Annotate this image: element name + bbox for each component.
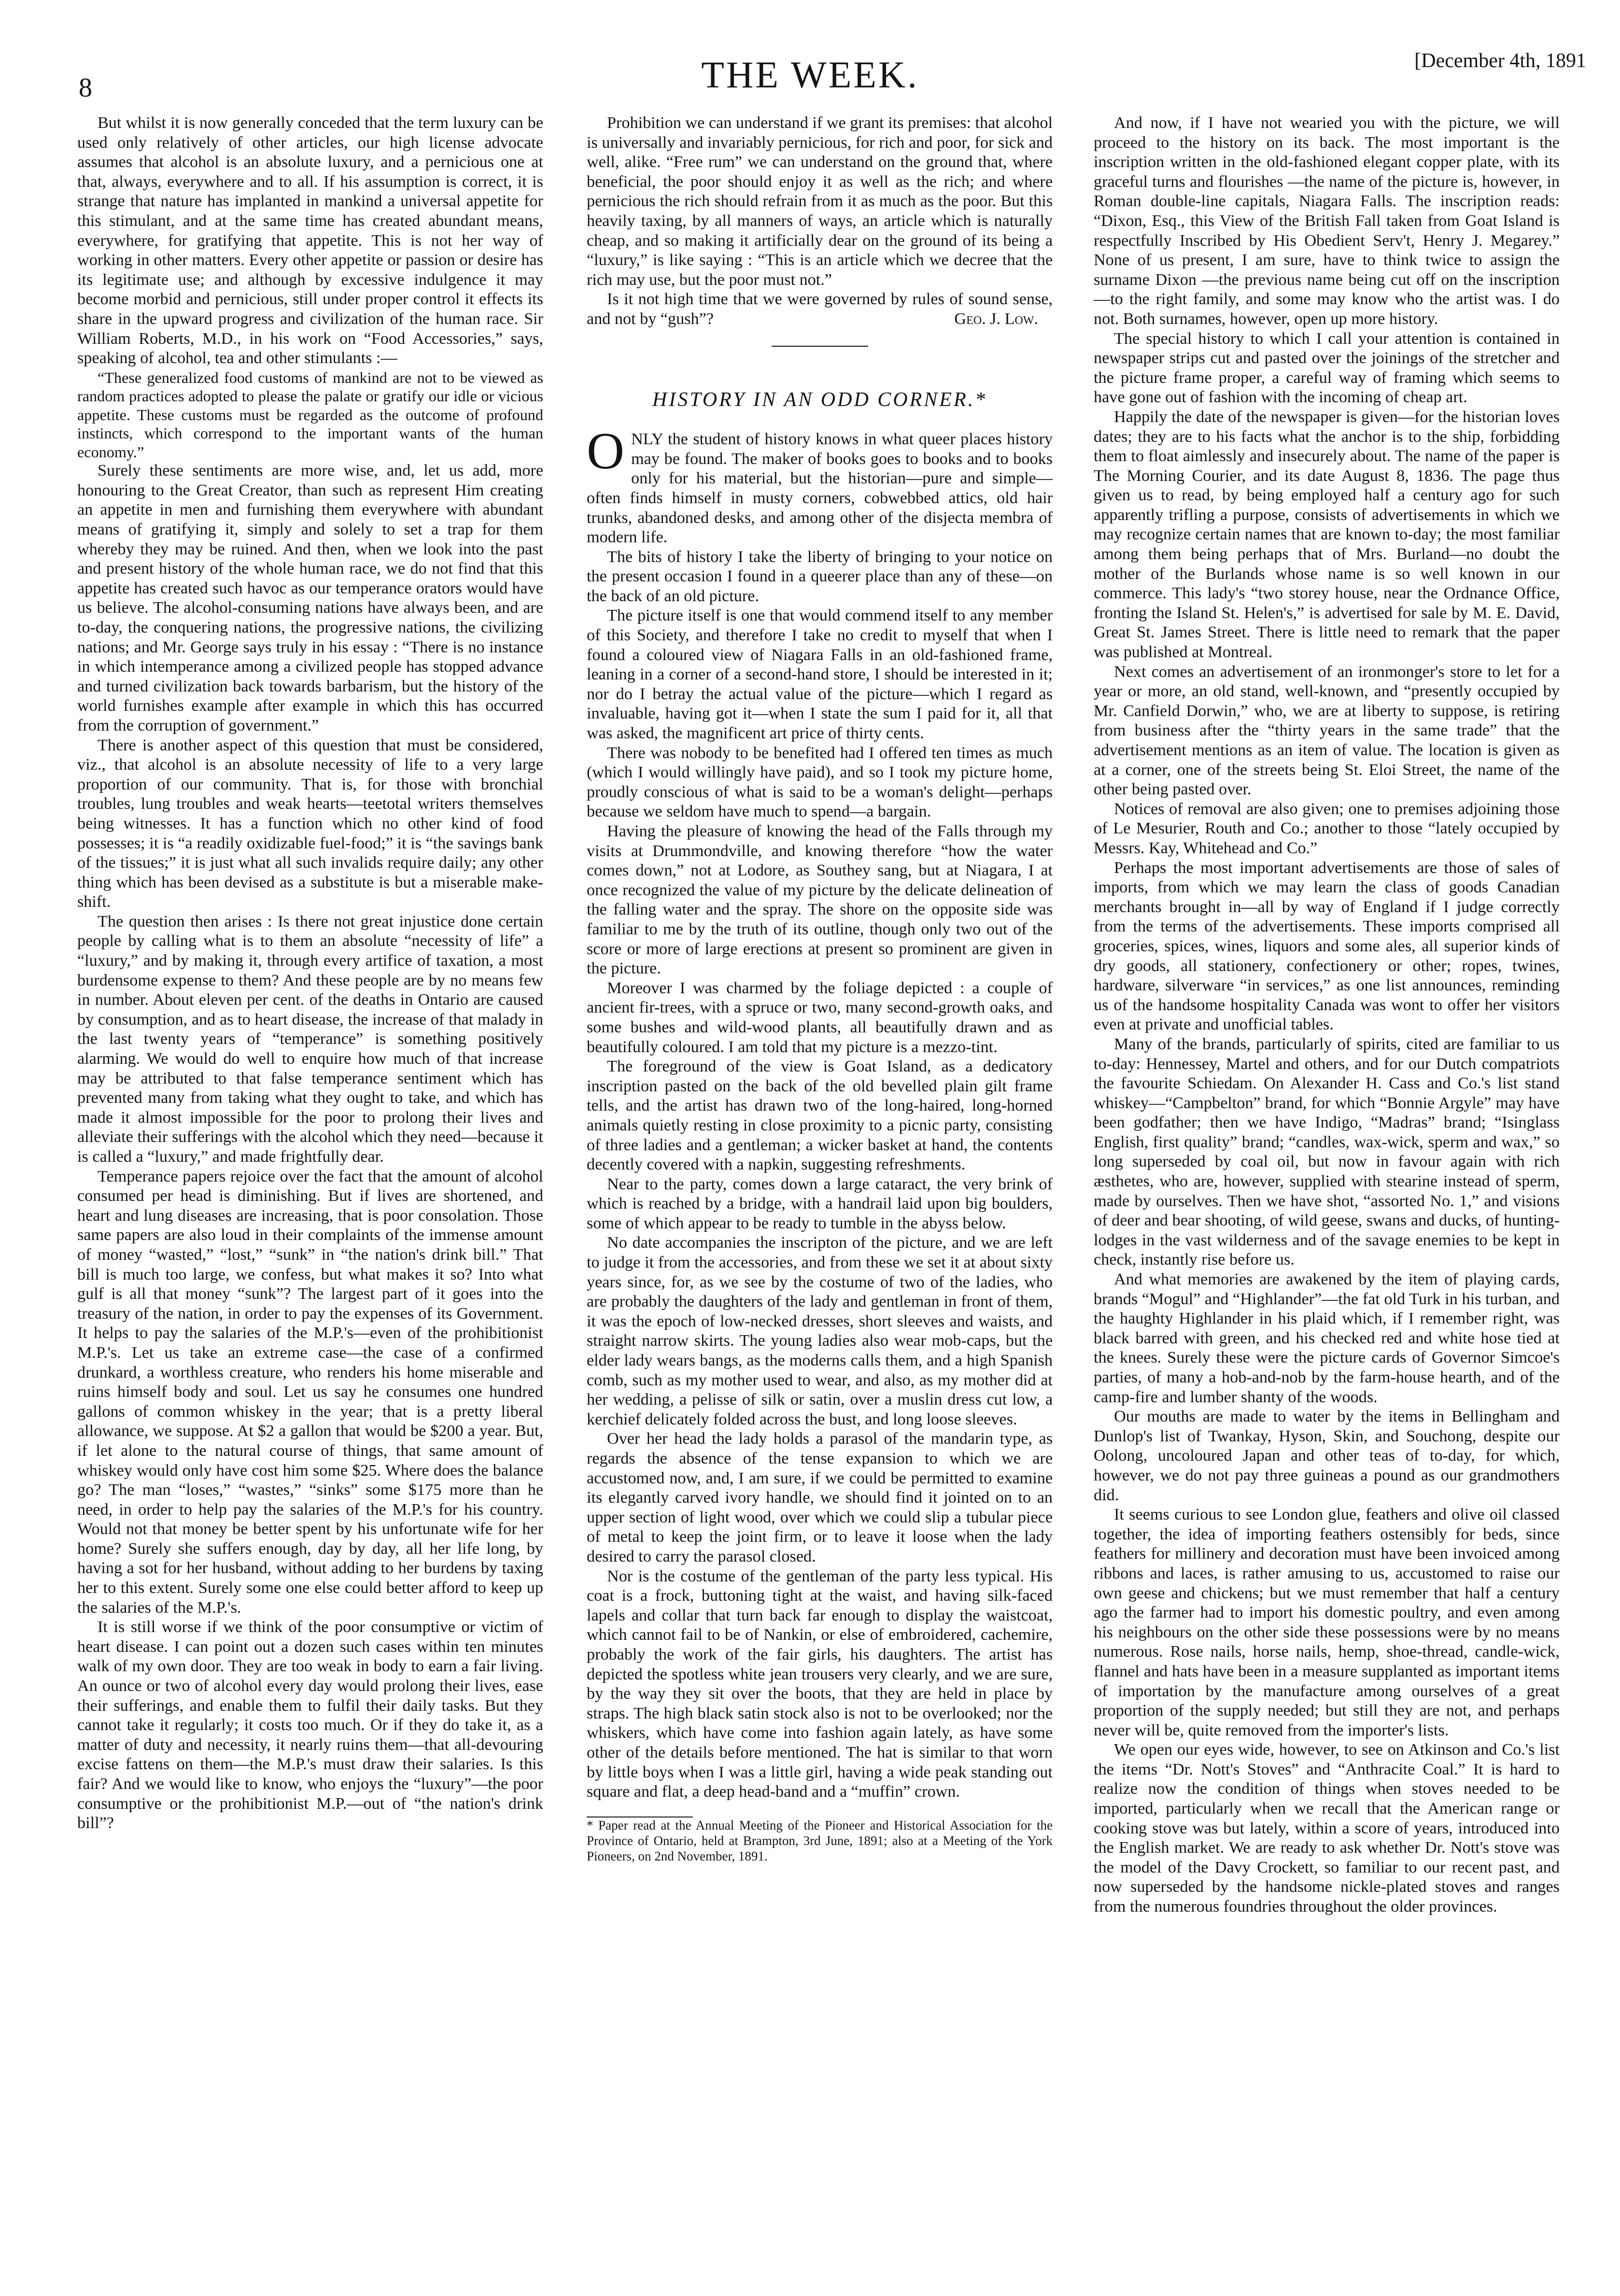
paragraph: Near to the party, comes down a large cataract, the very brink of which is reached by a bridge, with a handrail laid upon big boulders, some of which appear to be ready to tumble in the abyss below.: [587, 1175, 1053, 1232]
column-2: [587, 113, 1053, 1864]
column-1: [77, 113, 543, 1833]
paragraph: Happily the date of the newspaper is given—for the historian loves dates; they are to his facts what the anchor is to the ship, forbidding them to float aimlessly and insecurely about. The name of the paper is The Morning Courier, and its date August 8, 1836. The page thus given us to read, by being employed half a century ago for such apparently trifling a purpose, consists of advertisements in which we may recognize certain names that are known to-day; the most familiar among them being perhaps that of Mrs. Burland—no doubt the mother of the Burlands whose name is so well known in our commerce. This lady's “two storey house, near the Ordnance Office, fronting the Island St. Helen's,” is advertised for sale by M. E. David, Great St. James Street. There is little need to remark that the paper was published at Montreal.: [1094, 408, 1560, 662]
paragraph: Next comes an advertisement of an ironmonger's store to let for a year or more, an old stand, well-known, and “presently occupied by Mr. Canfield Dorwin,” who, we are at liberty to suppose, is retiring from business after the “thirty years in the same trade” that the advertisement mentions as an item of value. The location is given as at a corner, one of the streets being St. Eloi Street, the name of the other being pasted over.: [1094, 662, 1560, 799]
paragraph: The question then arises : Is there not great injustice done certain people by calling what is to them an absolute “necessity of life” a “luxury,” and by making it, through every artifice of taxation, a most burdensome expense to them? And these people are by no means few in number. About eleven per cent. of the deaths in Ontario are caused by consumption, and as to heart disease, the increase of that malady in the last twenty years of “temperance” is something positively alarming. We would do well to enquire how much of that increase may be attributed to that false temperance sentiment which has prevented many from taking what they ought to take, and which has made it almost impossible for the poor to prolong their lives and alleviate their sufferings with the alcohol which they need—because it is called a “luxury,” and made frightfully dear.: [77, 912, 543, 1166]
paragraph: There is another aspect of this question that must be considered, viz., that alcohol is an absolute necessity of life to a very large proportion of our community. That is, for those with bronchial troubles, lung troubles and weak hearts—teetotal writers themselves being witnesses. It has a function which no other kind of food possesses; it is “a readily oxidizable fuel-food;” it is “the savings bank of the tissues;” it is just what all such invalids require daily; any other thing which has been devised as a substitute is but a miserable make-shift.: [77, 736, 543, 911]
footnote: * Paper read at the Annual Meeting of the Pioneer and Historical Association for the Province of Ontario, held at Brampton, 3rd June, 1891; also at a Meeting of the York Pioneers, on 2nd November, 1891.: [587, 1817, 1053, 1863]
paragraph: Surely these sentiments are more wise, and, let us add, more honouring to the Great Creator, than such as represent Him creating an appetite in men and furnishing them everywhere with abundant means of gratifying it, simply and solely to set a trap for them whereby they may be ruined. And then, when we look into the past and present history of the whole human race, we do not find that this appetite has created such havoc as our temperance orators would have us believe. The alcohol-consuming nations have always been, and are to-day, the conquering nations, the progressive nations, the civilizing nations; and Mr. George says truly in his essay : “There is no instance in which intemperance among a civilized people has stopped advance and turned civilization back towards barbarism, but the history of the world furnishes example after example in which this has occurred from the corruption of government.”: [77, 462, 543, 734]
paragraph: There was nobody to be benefited had I offered ten times as much (which I would willingly have paid), and so I took my picture home, proudly conscious of what is said to be a woman's delight—perhaps because we seldom have much to spend—a bargain.: [587, 744, 1053, 821]
paragraph: The special history to which I call your attention is contained in newspaper strips cut and pasted over the joinings of the stretcher and the picture frame proper, a careful way of framing which seems to have gone out of fashion with the incoming of cheap art.: [1094, 329, 1560, 407]
paragraph: Perhaps the most important advertisements are those of sales of imports, from which we may learn the class of goods Canadian merchants brought in—all by way of England if I judge correctly from the terms of the advertisements. These imports comprised all groceries, spices, wines, liquors and some ales, all superior kinds of dry goods, all stationery, confectionery or other; ropes, twines, hardware, silverware “in services,” as one list announces, reminding us of the handsome hospitality Canada was wont to offer her visitors even at private and unofficial tables.: [1094, 859, 1560, 1034]
paragraph: It seems curious to see London glue, feathers and olive oil classed together, the idea of importing feathers ostensibly for beds, since feathers for millinery and decoration must have been invoiced among ribbons and laces, is rather amusing to us, accustomed to raise our own geese and chickens; but we must remember that half a century ago the farmer had to import his domestic poultry, and even among his neighbours on the other side these possessions were by no means numerous. Rose nails, horse nails, hemp, shoe-thread, candle-wick, flannel and hats have been in a measure supplanted as important items of importation by the manufacture among ourselves of a great proportion of the supply needed; but still they are not, and perhaps never will be, quite removed from the importer's lists.: [1094, 1506, 1560, 1739]
paragraph: No date accompanies the inscripton of the picture, and we are left to judge it from the accessories, and from these we set it at about sixty years since, for, as we see by the costume of two of the ladies, who are probably the daughters of the lady and gentleman in front of them, it was the epoch of low-necked dresses, short sleeves and waists, and straight narrow skirts. The young ladies also wear mob-caps, but the elder lady wears bangs, as the moderns calls them, and a high Spanish comb, such as my mother used to wear, and also, as my mother did at her wedding, a pelisse of silk or satin, over a muslin dress cut low, a kerchief delicately folded across the bust, and long loose sleeves.: [587, 1234, 1053, 1428]
paragraph: The foreground of the view is Goat Island, as a dedicatory inscription pasted on the back of the old bevelled plain gilt frame tells, and the artist has drawn two of the long-haired, long-horned animals quietly resting in close proximity to a picnic party, consisting of three ladies and a gentleman; a wicker basket at hand, the contents decently covered with a napkin, suggesting refreshments.: [587, 1057, 1053, 1174]
paragraph: Moreover I was charmed by the foliage depicted : a couple of ancient fir-trees, with a spruce or two, many second-growth oaks, and some bushes and wild-wood plants, all beautifully drawn and as beautifully coloured. I am told that my picture is a mezzo-tint.: [587, 979, 1053, 1056]
paragraph: Nor is the costume of the gentleman of the party less typical. His coat is a frock, buttoning tight at the waist, and having silk-faced lapels and collar that turn back far enough to display the waistcoat, which cannot fail to be of Nankin, or else of embroidered, cachemire, probably the work of the fair girls, his daughters. The artist has depicted the spotless white jean trousers very clearly, and we are sure, by the way they sit over the boots, that they are held in place by straps. The high black satin stock also is not to be overlooked; nor the whiskers, which have come into fashion again lately, as have some other of the details before mentioned. The hat is similar to that worn by little boys when I was a little girl, having a wide peak standing out square and flat, a deep head-band and a “muffin” crown.: [587, 1567, 1053, 1801]
block-quote: “These generalized food customs of mankind are not to be viewed as random practices adopted to please the palate or gratify our idle or vicious appetite. These customs must be regarded as the outcome of profound instincts, which correspond to the important wants of the human economy.”: [77, 368, 543, 461]
paragraph: Over her head the lady holds a parasol of the mandarin type, as regards the absence of the tense expansion to which we are accustomed now, and, I am sure, if we could be permitted to examine its elegantly carved ivory handle, we should find it jointed on to an upper section of light wood, over which we could slip a tubular piece of metal to keep the joint firm, or to leave it loose when the lady desired to carry the parasol closed.: [587, 1430, 1053, 1565]
paragraph: Notices of removal are also given; one to premises adjoining those of Le Mesurier, Routh and Co.; another to those “lately occupied by Messrs. Kay, Whitehead and Co.”: [1094, 800, 1560, 857]
paragraph: Prohibition we can understand if we grant its premises: that alcohol is universally and invariably pernicious, for rich and poor, for sick and well, alike. “Free rum” we can understand on the ground that, where beneficial, the poor should enjoy it as well as the rich; and where pernicious the rich should refrain from it as much as the poor. But this heavily taxing, by all manners of ways, an article which is naturally cheap, and so making it artificially dear on the ground of its being a “luxury,” is like saying : “This is an article which we decree that the rich may use, but the poor must not.”: [587, 114, 1053, 289]
paragraph: The bits of history I take the liberty of bringing to your notice on the present occasion I found in a queerer place than any of these—on the back of an old picture.: [587, 548, 1053, 605]
column-3: [1094, 113, 1560, 1917]
section-divider: [772, 346, 868, 347]
paragraph: The picture itself is one that would commend itself to any member of this Society, and therefore I take no credit to myself that when I found a coloured view of Niagara Falls in an old-fashioned frame, leaning in a corner of a second-hand store, I should be interested in it; nor do I betray the actual value of the picture—which I regard as invaluable, having got it—when I state the sum I paid for it, all that was asked, the magnificent art price of thirty cents.: [587, 606, 1053, 743]
page-number: 8: [79, 73, 92, 103]
paragraph: Having the pleasure of knowing the head of the Falls through my visits at Drummondville, and knowing therefore “how the water comes down,” not at Lodore, as Southey sang, but at Niagara, I at once recognized the value of my picture by the delicate delineation of the falling water and the spray. The shore on the opposite side was familiar to me by the truth of its outline, though only two out of the score or more of large erections at present so prominent are given in the picture.: [587, 822, 1053, 978]
paragraph: Many of the brands, particularly of spirits, cited are familiar to us to-day: Hennessey, Martel and others, and for our Dutch compatriots the favourite Schiedam. On Alexander H. Cass and Co.'s list stand whiskey—“Campbelton” brand, for which “Bonnie Argyle” may have been godfather; then we have Indigo, “Madras” brand; “Isinglass English, first quality” brand; “candles, wax-wick, sperm and wax,” so long superseded by coal oil, but now in favour again with rich æsthetes, who are, however, supplied with stearine instead of sperm, made by ourselves. Then we have shot, “assorted No. 1,” and visions of deer and bear shooting, of wild geese, swans and ducks, of hunting-lodges in the vast wilderness and of the savage enemies to be kept in check, instantly rise before us.: [1094, 1035, 1560, 1269]
opening-text: NLY the student of history knows in what queer places history may be found. The maker of books goes to books and to books only for his material, but the historian—pure and simple—often finds himself in musty corners, cobwebbed attics, old hair trunks, abandoned desks, and among other of the disjecta membra of modern life.: [587, 430, 1053, 547]
article-title: HISTORY IN AN ODD CORNER.*: [652, 388, 987, 411]
paragraph: We open our eyes wide, however, to see on Atkinson and Co.'s list the items “Dr. Nott's Stoves” and “Anthracite Coal.” It is hard to realize now the condition of things when stoves needed to be imported, particularly when we recall that the American range or cooking stove was but lately, within a score of years, introduced into the English market. We are ready to ask whether Dr. Nott's stove was the model of the Davy Crockett, so familiar to our recent past, and now superseded by the handsome nickle-plated stoves and ranges from the numerous foundries throughout the older provinces.: [1094, 1741, 1560, 1916]
author-signature: Geo. J. Low.: [954, 310, 1038, 328]
masthead-title: THE WEEK.: [701, 54, 919, 96]
paragraph: Temperance papers rejoice over the fact that the amount of alcohol consumed per head is diminishing. But if lives are shortened, and heart and lung diseases are increasing, that is poor consolation. Those same papers are also loud in their complaints of the immense amount of money “wasted,” “lost,” “sunk” in “the nation's drink bill.” That bill is much too large, we confess, but what makes it so? Into what gulf is all that money “sunk”? The largest part of it goes into the treasury of the nation, in order to pay the expenses of its Government. It helps to pay the salaries of the M.P.'s—even of the prohibitionist M.P.'s. Let us take an extreme case—the case of a confirmed drunkard, a worthless creature, who renders his home miserable and ruins himself body and soul. Let us say he consumes one hundred gallons of common whiskey in the year; that is a pretty liberal allowance, we suppose. At $2 a gallon that would be $200 a year. But, if let alone to the natural course of things, that same amount of whiskey would only have cost him some $25. Where does the balance go? The man “loses,” “wastes,” “sinks” some $175 more than he need, in order to help pay the salaries of the M.P.'s for his country. Would not that money be better spent by his unfortunate wife for her home? Surely she suffers enough, day by day, all her life long, by having a sot for her husband, without adding to her burdens by taxing her to this extent. Surely some one else could better afford to keep up the salaries of the M.P.'s.: [77, 1167, 543, 1617]
paragraph: It is still worse if we think of the poor consumptive or victim of heart disease. I can point out a dozen such cases within ten minutes walk of my own door. They are too weak in body to earn a fair living. An ounce or two of alcohol every day would prolong their lives, ease their sufferings, and enable them to fulfil their daily tasks. But they cannot take it regularly; it costs too much. Or if they do take it, as a matter of duty and necessity, it nearly ruins them—that all-devouring excise fattens on them—the M.P.'s must draw their salaries. Is this fair? And we would like to know, who enjoys the “luxury”—the poor consumptive or the prohibitionist M.P.—out of “the nation's drink bill”?: [77, 1618, 543, 1832]
signature-paragraph: [587, 290, 1053, 329]
paragraph-text: Is it not high time that we were governed by rules of sound sense, and not by “gush”?: [587, 290, 1053, 328]
paragraph: And now, if I have not wearied you with the picture, we will proceed to the history on its back. The most important is the inscription written in the old-fashioned elegant copper plate, with its graceful turns and flourishes —the name of the picture is, however, in Roman double-line capitals, Niagara Falls. The inscription reads: “Dixon, Esq., this View of the British Fall taken from Goat Island is respectfully Inscribed by His Obedient Serv't, Henry J. Megarey.” None of us present, I am sure, have to think twice to assign the surname Dixon —the previous name being cut off on the inscription—to the right family, and some may know who the artist was. I do not. Both surnames, however, open up more history.: [1094, 114, 1560, 328]
paragraph: But whilst it is now generally conceded that the term luxury can be used only relatively of other articles, our high license advocate assumes that alcohol is an absolute luxury, and a pernicious one at that, always, everywhere and to all. If his assumption is correct, it is strange that nature has implanted in mankind a universal appetite for this stimulant, and at the same time has created abundant means, everywhere, for gratifying that appetite. This is not her way of working in other matters. Every other appetite or passion or desire has its legitimate use; and although by excessive indulgence it may become morbid and pernicious, still under proper control it effects its share in the upward progress and civilization of the human race. Sir William Roberts, M.D., in his work on “Food Accessories,” says, speaking of alcohol, tea and other stimulants :—: [77, 114, 543, 367]
opening-paragraph: [587, 423, 1053, 548]
drop-cap: O: [587, 423, 624, 480]
paragraph: Our mouths are made to water by the items in Bellingham and Dunlop's list of Twankay, Hyson, Skin, and Souchong, despite our Oolong, uncoloured Japan and other teas of to-day, for which, however, we do not pay three guineas a pound as our grandmothers did.: [1094, 1408, 1560, 1504]
paragraph: And what memories are awakened by the item of playing cards, brands “Mogul” and “Highlander”—the fat old Turk in his turban, and the haughty Highlander in his plaid which, if I remember right, was black barred with green, and his checked red and white hose tied at the knees. Surely these were the picture cards of Governor Simcoe's parties, of many a hob-and-nob by the farm-house hearth, and of the camp-fire and lumber shanty of the woods.: [1094, 1270, 1560, 1406]
issue-date: [December 4th, 1891: [1414, 50, 1586, 72]
